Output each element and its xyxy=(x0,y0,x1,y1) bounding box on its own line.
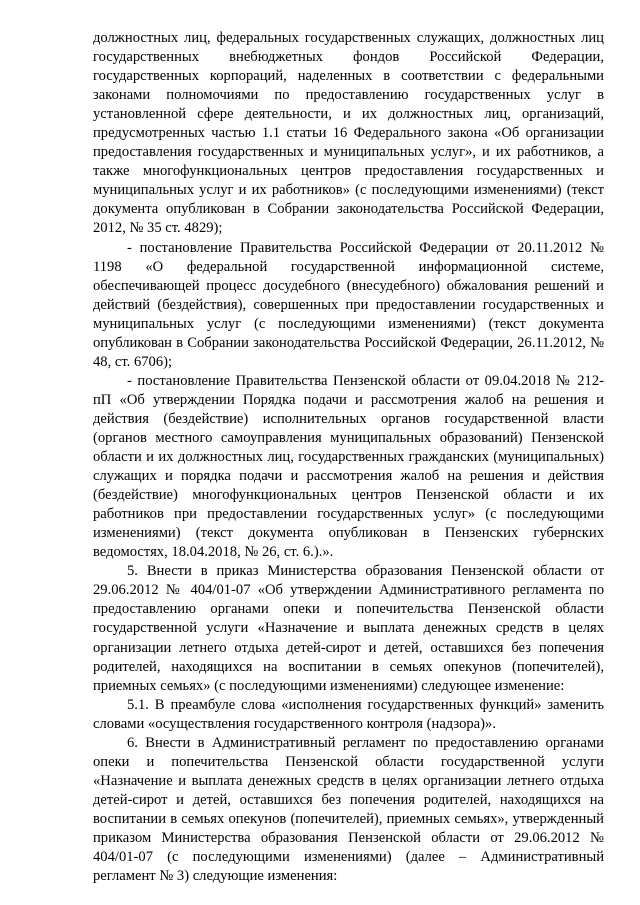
document-page xyxy=(93,29,604,886)
paragraph-item-5: 5. Внести в приказ Министерства образования Пензенской области от 29.06.2012 № 404/01-07 «Об утверждении Административного регламента по предоставлению органами опеки и попечительства Пензенской области государственной услуги «Назначение и выплата денежных средств в целях организации летнего отдыха детей-сирот и детей, оставшихся без попечения родителей, находящихся на воспитании в семьях опекунов (попечителей), приемных семьях» (с последующими изменениями) следующее изменение: xyxy=(93,563,604,694)
paragraph-decree-1198: - постановление Правительства Российской Федерации от 20.11.2012 № 1198 «О федеральной государственной информационной системе, обеспечивающей процесс досудебного (внесудебного) обжалования решений и действий (бездействия), совершенных при предоставлении государственных и муниципальных услуг (с последующими изменениями) (текст документа опубликован в Собрании законодательства Российской Федерации, 26.11.2012, № 48, ст. 6706); xyxy=(93,239,604,370)
paragraph-decree-212-pp: - постановление Правительства Пензенской области от 09.04.2018 № 212-пП «Об утверждении Порядка подачи и рассмотрения жалоб на решения и действия (бездействие) исполнительных органов государственной власти (органов местного самоуправления муниципальных образований) Пензенской области и их должностных лиц, государственных гражданских (муниципальных) служащих и порядка подачи и рассмотрения жалоб на решения и действия (бездействие) многофункциональных центров Пензенской области и их работников при предоставлении государственных услуг» (с последующими изменениями) (текст документа опубликован в Пензенских губернских ведомостях, 18.04.2018, № 26, ст. 6.).». xyxy=(93,372,604,561)
paragraph-item-5-1: 5.1. В преамбуле слова «исполнения государственных функций» заменить словами «осуществления государственного контроля (надзора)». xyxy=(93,696,604,732)
paragraph-officials-list: должностных лиц, федеральных государственных служащих, должностных лиц государственных внебюджетных фондов Российской Федерации, государственных корпораций, наделенных в соответствии с федеральными законами полномочиями по предоставлению государственных услуг в установленной сфере деятельности, и их должностных лиц, организаций, предусмотренных частью 1.1 статьи 16 Федерального закона «Об организации предоставления государственных и муниципальных услуг», и их работников, а также многофункциональных центров предоставления государственных и муниципальных услуг и их работников» (с последующими изменениями) (текст документа опубликован в Собрании законодательства Российской Федерации, 2012, № 35 ст. 4829); xyxy=(93,30,604,237)
paragraph-item-6: 6. Внести в Административный регламент по предоставлению органами опеки и попечительства Пензенской области государственной услуги «Назначение и выплата денежных средств в целях организации летнего отдыха детей-сирот и детей, оставшихся без попечения родителей, находящихся на воспитании в семьях опекунов (попечителей), приемных семьях», утвержденный приказом Министерства образования Пензенской области от 29.06.2012 № 404/01-07 (с последующими изменениями) (далее – Административный регламент № 3) следующие изменения: xyxy=(93,734,604,885)
